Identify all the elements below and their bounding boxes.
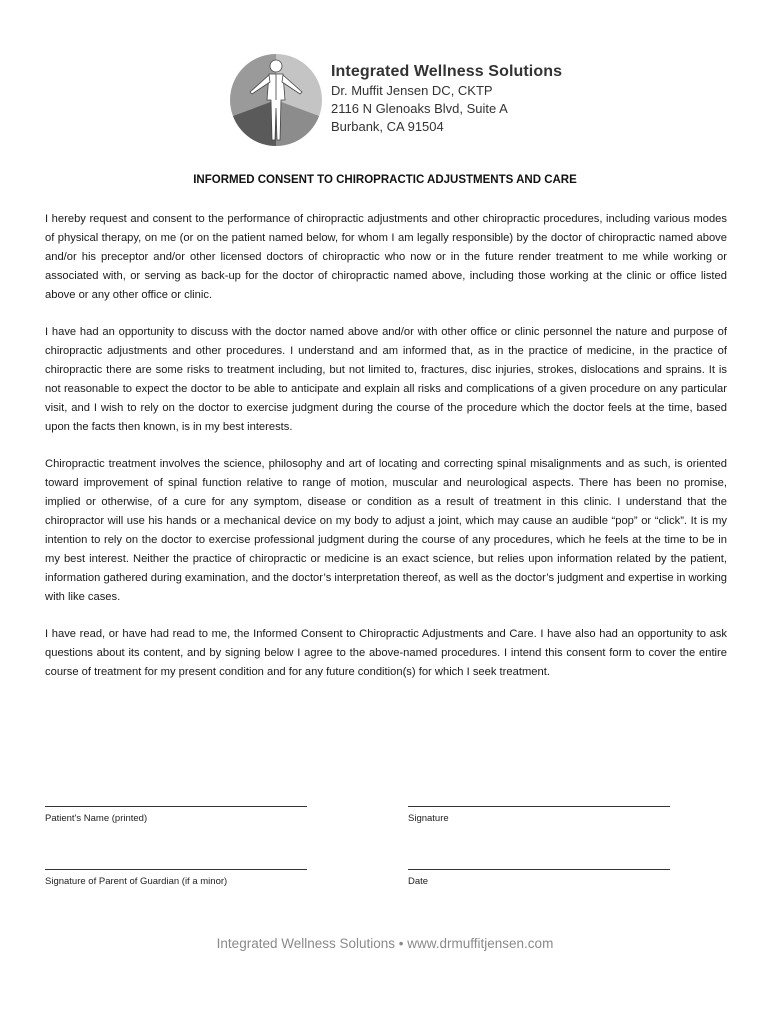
doctor-name: Dr. Muffit Jensen DC, CKTP — [331, 83, 493, 98]
consent-paragraph-2: I have had an opportunity to discuss with the doctor named above and/or with other office or clinic personnel the nature and purpose of chiropractic adjustments and other procedures. I understand and am informed that, as in the practice of medicine, in the practice of chiropractic there are some risks to treatment including, but not limited to, fractures, disc injuries, strokes, dislocations and sprains. It is not reasonable to expect the doctor to be able to anticipate and explain all risks and complications of a given procedure on any particular visit, and I wish to rely on the doctor to exercise judgment during the course of the procedure which the doctor feels at the time, based upon the facts then known, is in my best interests. — [45, 326, 727, 433]
letterhead — [228, 52, 648, 152]
patient-name-field[interactable] — [45, 806, 309, 824]
guardian-signature-line[interactable] — [45, 869, 307, 870]
consent-paragraph-3: Chiropractic treatment involves the science, philosophy and art of locating and correcting spinal misalignments and as such, is oriented toward improvement of spinal function relative to range of motion, muscular and neurological aspects. There has been no promise, implied or otherwise, of a cure for any symptom, disease or condition as a result of treatment in this clinic. I understand that the chiropractor will use his hands or a mechanical device on my body to adjust a joint, which may cause an audible “pop” or “click”. It is my intention to rely on the doctor to exercise professional judgment during the course of any procedures, which he feels at the time to be in my best interest. Neither the practice of chiropractic or medicine is an exact science, but relies upon information related by the patient, information gathered during examination, and the doctor’s interpretation thereof, as well as the doctor’s judgment and expertise in working with like cases. — [45, 458, 728, 603]
page-footer: Integrated Wellness Solutions • www.drmuffitjensen.com — [216, 936, 554, 951]
patient-name-line[interactable] — [45, 806, 307, 807]
signature-line[interactable] — [408, 806, 670, 807]
clinic-logo — [228, 52, 324, 148]
signature-label: Signature — [408, 813, 449, 824]
guardian-signature-label: Signature of Parent of Guardian (if a minor) — [45, 876, 228, 887]
consent-paragraph-1: I hereby request and consent to the performance of chiropractic adjustments and other chiropractic procedures, including various modes of physical therapy, on me (or on the patient named below, for whom I am legally responsible) by the doctor of chiropractic named above and/or his preceptor and/or other licensed doctors of chiropractic who now or in the future render treatment to me while working or associated with, or serving as back-up for the doctor of chiropractic named above, including those working at the clinic or office listed above or any other office or clinic. — [45, 213, 727, 301]
clinic-name: Integrated Wellness Solutions — [331, 63, 563, 80]
date-line[interactable] — [408, 869, 670, 870]
patient-name-label: Patient's Name (printed) — [45, 813, 148, 824]
date-field[interactable] — [408, 869, 672, 887]
address-line-1: 2116 N Glenoaks Blvd, Suite A — [331, 101, 508, 116]
consent-body — [45, 210, 727, 700]
document-title: INFORMED CONSENT TO CHIROPRACTIC ADJUSTMENTS AND CARE — [193, 174, 577, 186]
consent-paragraph-4: I have read, or have had read to me, the Informed Consent to Chiropractic Adjustments and Care. I have also had an opportunity to ask questions about its content, and by signing below I agree to the above-named procedures. I intend this consent form to cover the entire course of treatment for my present condition and for any future condition(s) for which I seek treatment. — [45, 628, 727, 678]
signature-field[interactable] — [408, 806, 672, 824]
address-line-2: Burbank, CA 91504 — [331, 119, 444, 134]
guardian-signature-field[interactable] — [45, 869, 309, 887]
date-label: Date — [408, 876, 429, 887]
